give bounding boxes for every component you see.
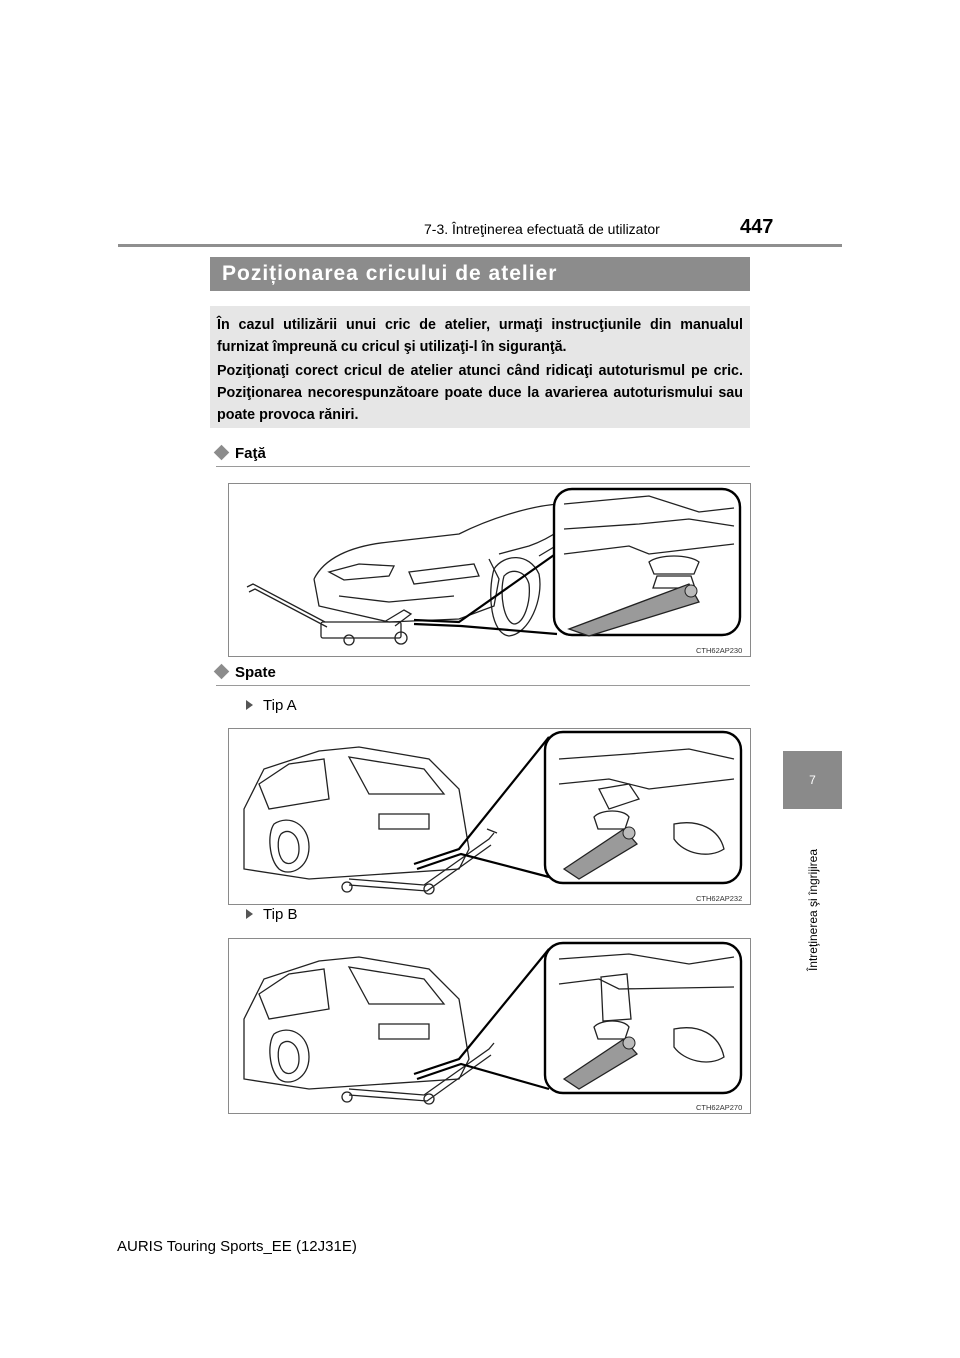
chapter-title: Întreţinerea şi îngrijirea: [806, 848, 820, 972]
footer-model: AURIS Touring Sports_EE (12J31E): [117, 1238, 357, 1255]
chapter-tab: [783, 751, 842, 809]
page-number: 447: [740, 216, 774, 238]
heading-front: Faţă: [216, 445, 266, 462]
intro-paragraph-2: Poziţionaţi corect cricul de atelier atunci când ridicaţi autoturismul pe cric. Poziţionarea necorespunzătoare poate duce la avarierea autoturismului sau poate provoca răniri.: [217, 363, 743, 423]
arrow-bullet-icon: [246, 909, 253, 919]
header-rule: [118, 244, 842, 247]
tip-b-label: Tip B: [246, 906, 297, 923]
figure-rear-type-b: [228, 938, 751, 1114]
heading-rule: [216, 685, 750, 686]
header-section-title: 7-3. Întreţinerea efectuată de utilizator: [424, 221, 660, 237]
figure-code: CTH62AP232: [696, 894, 743, 903]
heading-rule: [216, 466, 750, 467]
arrow-bullet-icon: [246, 700, 253, 710]
diamond-bullet-icon: [214, 445, 230, 461]
diamond-bullet-icon: [214, 664, 230, 680]
front-car-illustration: [229, 484, 750, 656]
rear-car-type-a-illustration: [229, 729, 750, 904]
figure-rear-type-a: [228, 728, 751, 905]
figure-front-jack-point: [228, 483, 751, 657]
tip-a-label: Tip A: [246, 697, 297, 714]
intro-box: [210, 306, 750, 428]
section-title-bar: [210, 257, 750, 291]
figure-code: CTH62AP270: [696, 1103, 743, 1112]
heading-rear: Spate: [216, 664, 276, 681]
figure-code: CTH62AP230: [696, 646, 743, 655]
rear-car-type-b-illustration: [229, 939, 750, 1113]
section-title: Poziționarea cricului de atelier: [222, 262, 558, 285]
intro-paragraph-1: În cazul utilizării unui cric de atelier, urmaţi instrucţiunile din manualul furnizat împreună cu cricul şi utilizaţi-l în siguranţă.: [217, 317, 743, 355]
chapter-title-vertical: [778, 825, 848, 995]
chapter-number: 7: [809, 773, 816, 787]
